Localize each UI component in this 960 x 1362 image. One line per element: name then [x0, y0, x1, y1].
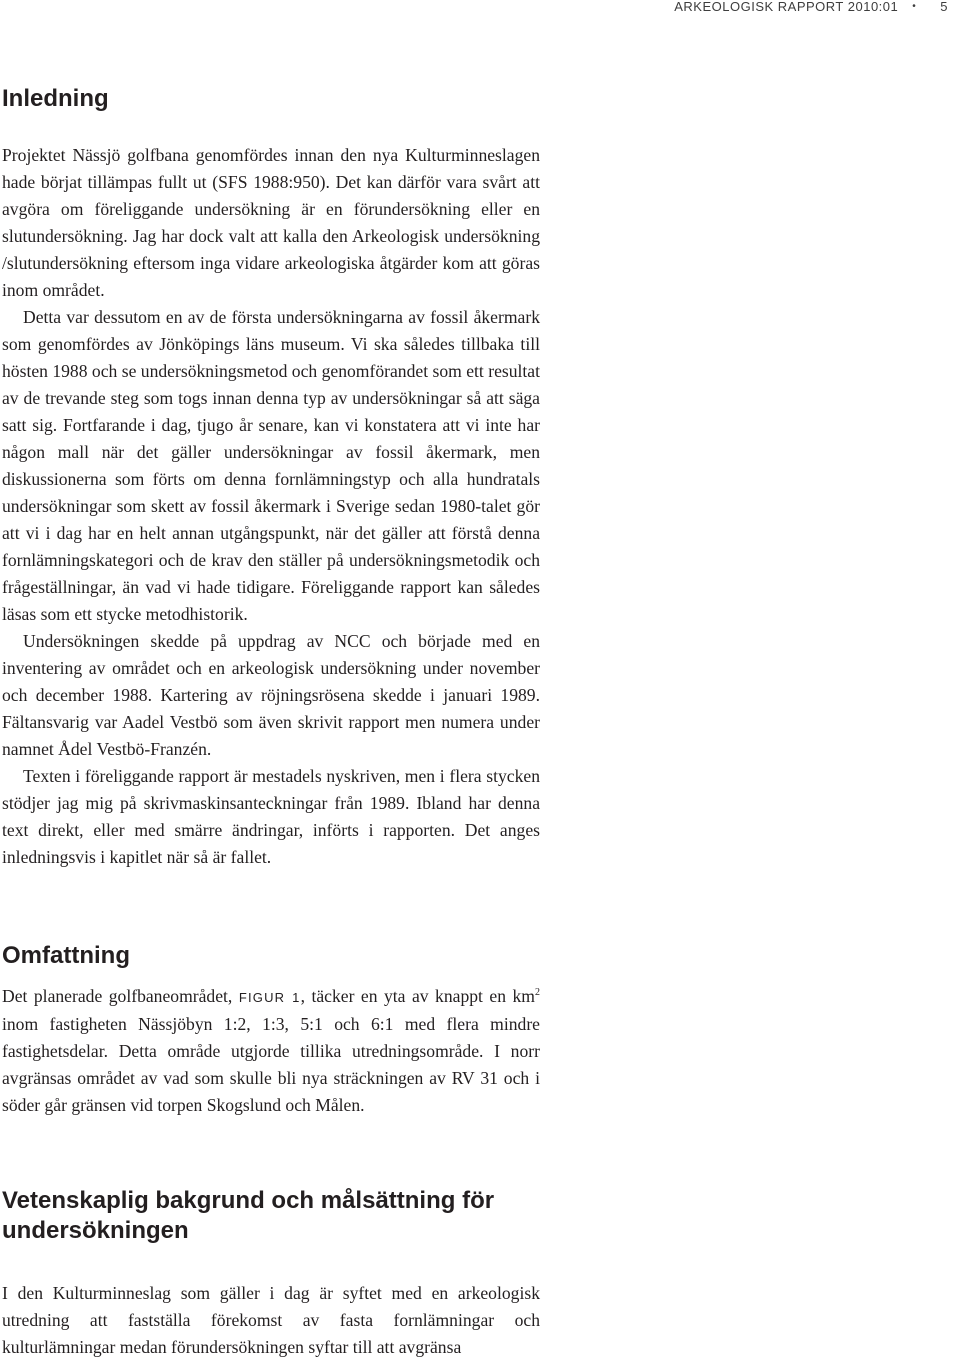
figure-reference: FIGUR 1 [238, 990, 301, 1005]
running-header [674, 0, 948, 14]
section-body-inledning [2, 142, 540, 871]
paragraph: Detta var dessutom en av de första undersökningarna av fossil åkermark som genomfördes av Jönköpings läns museum. Vi ska således tillbaka till hösten 1988 och se undersökningsmetod och genomförandet som ett resultat av de trevande steg som togs innan denna typ av undersökningar så att säga satt sig. Fortfarande i dag, tjugo år senare, kan vi konstatera att vi inte har någon mall när det gäller undersökningar av fossil åkermark, men diskussionerna som förts om denna fornlämningstyp och alla hundratals undersökningar som skett av fossil åkermark i Sverige sedan 1980-talet gör att vi i dag har en helt annan utgångspunkt, när det gäller att förstå denna fornlämningskategori och de krav den ställer på undersökningsmetodik och frågeställningar, än vad vi hade tidigare. Föreliggande rapport kan således läsas som ett stycke metodhistorik. [2, 307, 540, 624]
section-title-omfattning: Omfattning [2, 942, 130, 969]
paragraph: Projektet Nässjö golfbana genomfördes innan den nya Kulturminneslagen hade börjat tillämpas fullt ut (SFS 1988:950). Det kan därför vara svårt att avgöra om föreliggande undersökning är en förundersökning eller en slutundersökning. Jag har dock valt att kalla den Arkeologisk undersökning /slutundersökning eftersom inga vidare arkeologiska åtgärder kom att göras inom området. [2, 145, 540, 300]
text-run: inom fastigheten Nässjöbyn 1:2, 1:3, 5:1 och 6:1 med flera mindre fastighetsdelar. Detta område utgjorde tillika utredningsområde. I norr avgränsas området av vad som skulle bli nya sträckningen av RV 31 och i söder går gränsen vid torpen Skogslund och Målen. [2, 1014, 540, 1115]
paragraph: Texten i föreliggande rapport är mestadels nyskriven, men i flera stycken stödjer jag mig på skrivmaskinsanteckningar från 1989. Ibland har denna text direkt, eller med smärre ändringar, införts i rapporten. Det anges inledningsvis i kapitlet när så är fallet. [2, 766, 540, 867]
text-run: Det planerade golfbaneområdet, [2, 986, 239, 1006]
paragraph [2, 983, 540, 1119]
running-title: ARKEOLOGISK RAPPORT 2010:01 [674, 0, 899, 14]
section-title-inledning: Inledning [2, 85, 109, 112]
section-body-omfattning [2, 983, 540, 1119]
section-title-vetenskaplig: Vetenskaplig bakgrund och målsättning för undersökningen [2, 1187, 495, 1244]
text-run: , täcker en yta av knappt en km [300, 986, 535, 1006]
page-number: 5 [940, 0, 948, 14]
bullet-separator: • [912, 1, 917, 12]
section-body-vetenskaplig [2, 1280, 540, 1361]
superscript: 2 [534, 987, 540, 999]
paragraph: I den Kulturminneslag som gäller i dag är syftet med en arkeologisk utredning att fastställa förekomst av fasta fornlämningar och kulturlämningar medan förundersökningen syftar till att avgränsa [2, 1283, 540, 1357]
paragraph: Undersökningen skedde på uppdrag av NCC och började med en inventering av området och en arkeologisk undersökning under november och december 1988. Kartering av röjningsrösena skedde i januari 1989. Fältansvarig var Aadel Vestbö som även skrivit rapport men numera under namnet Ådel Vestbö-Franzén. [2, 631, 540, 759]
